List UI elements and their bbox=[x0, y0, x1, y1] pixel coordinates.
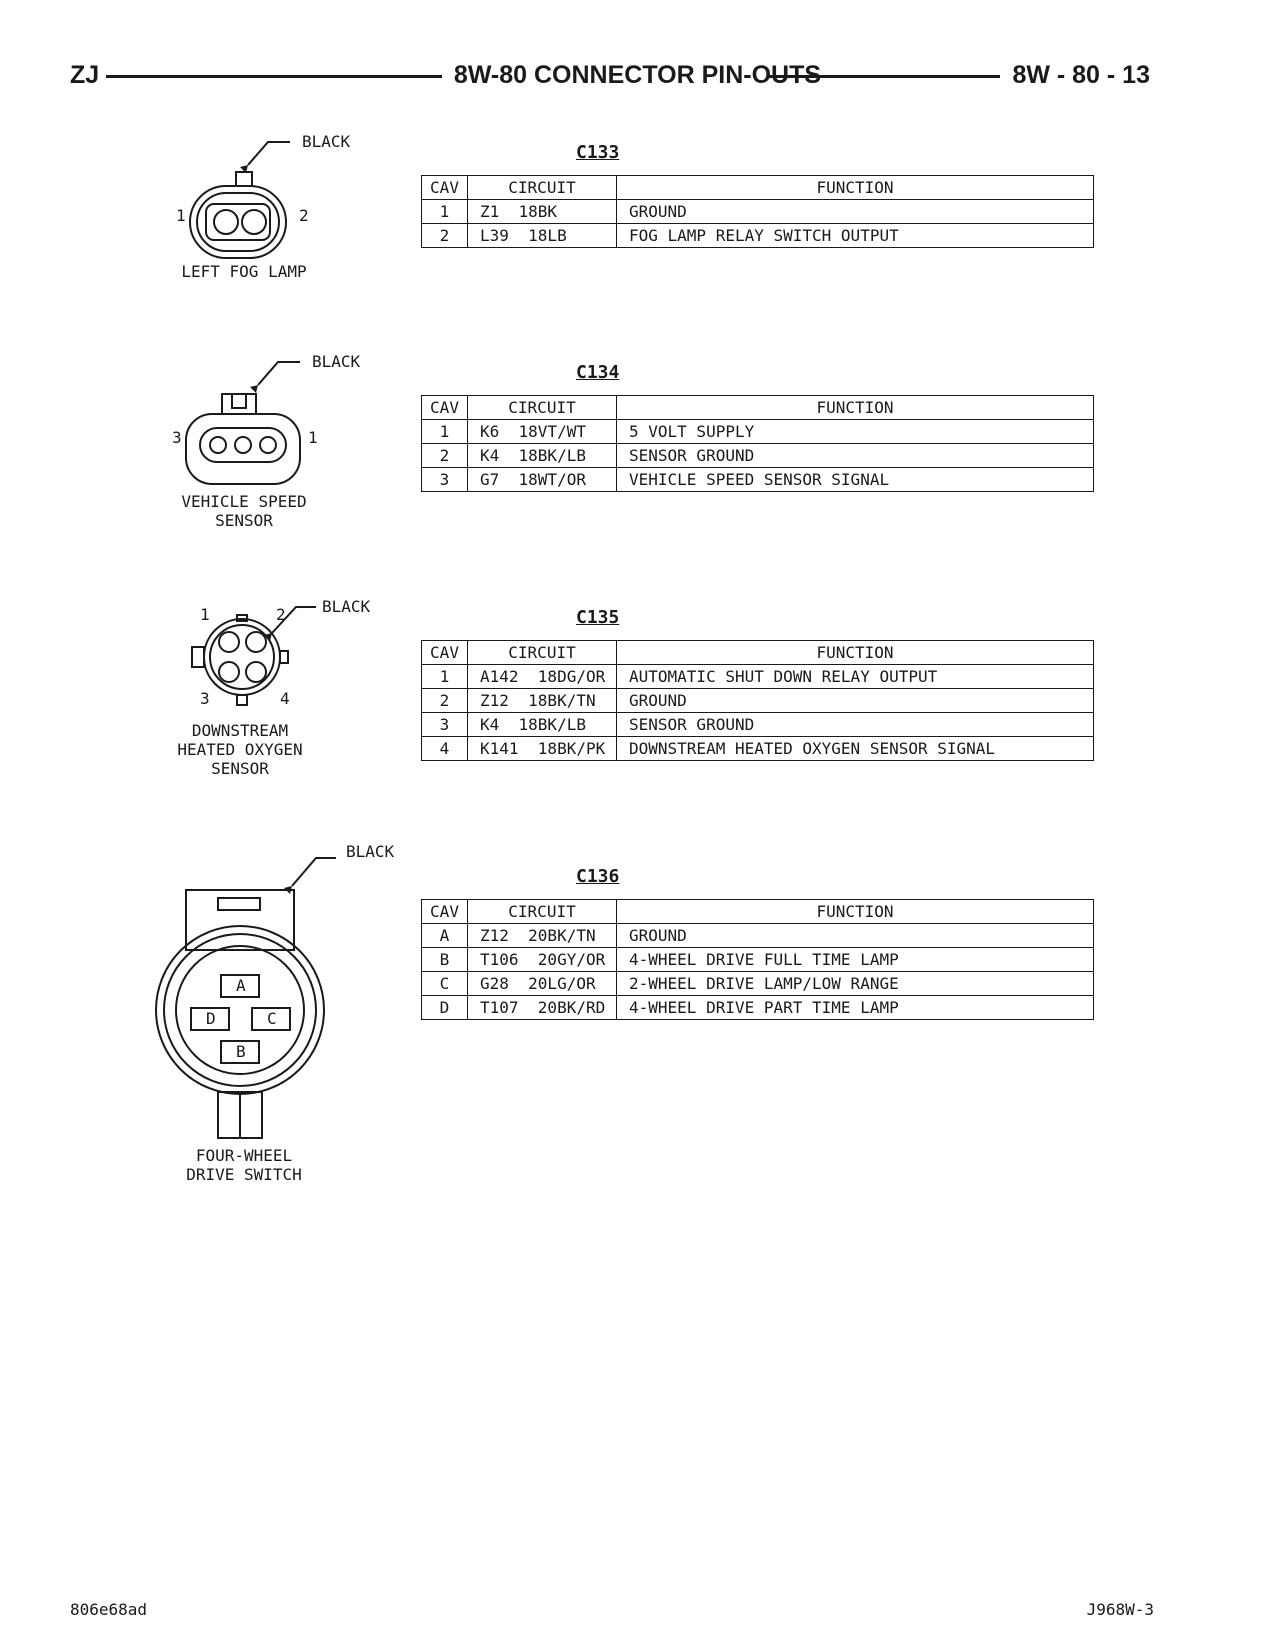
circuit-cell: K4 18BK/LB bbox=[468, 713, 617, 737]
function-cell: GROUND bbox=[617, 689, 1094, 713]
circuit-cell: L39 18LB bbox=[468, 224, 617, 248]
circuit-cell: G7 18WT/OR bbox=[468, 468, 617, 492]
column-header-cav: CAV bbox=[422, 641, 468, 665]
pin-label: 1 bbox=[200, 605, 210, 624]
column-header-circuit: CIRCUIT bbox=[468, 900, 617, 924]
table-row bbox=[422, 200, 1094, 224]
function-cell: 4-WHEEL DRIVE PART TIME LAMP bbox=[617, 996, 1094, 1020]
connector-caption: VEHICLE SPEED SENSOR bbox=[181, 492, 307, 530]
cavity-cell: 2 bbox=[422, 689, 468, 713]
pin-label: 1 bbox=[176, 206, 186, 225]
function-cell: DOWNSTREAM HEATED OXYGEN SENSOR SIGNAL bbox=[617, 737, 1094, 761]
circuit-cell: K141 18BK/PK bbox=[468, 737, 617, 761]
table-row bbox=[422, 948, 1094, 972]
cavity-cell: B bbox=[422, 948, 468, 972]
connector-caption: FOUR-WHEEL DRIVE SWITCH bbox=[186, 1146, 302, 1184]
connector-color-label: BLACK bbox=[312, 352, 361, 371]
left-fog-lamp-connector-diagram bbox=[0, 130, 420, 310]
function-cell: GROUND bbox=[617, 924, 1094, 948]
function-cell: AUTOMATIC SHUT DOWN RELAY OUTPUT bbox=[617, 665, 1094, 689]
cavity-cell: A bbox=[422, 924, 468, 948]
connector-section-c135 bbox=[0, 595, 1275, 805]
pin-label: A bbox=[236, 976, 246, 995]
pin-label: 2 bbox=[276, 605, 286, 624]
column-header-function: FUNCTION bbox=[617, 176, 1094, 200]
connector-section-c134 bbox=[0, 350, 1275, 550]
table-header-row bbox=[422, 176, 1094, 200]
circuit-cell: T107 20BK/RD bbox=[468, 996, 617, 1020]
pin-label: B bbox=[236, 1042, 246, 1061]
connector-id: C134 bbox=[576, 362, 620, 383]
table-row bbox=[422, 972, 1094, 996]
page-header bbox=[0, 0, 1275, 120]
function-cell: FOG LAMP RELAY SWITCH OUTPUT bbox=[617, 224, 1094, 248]
circuit-cell: T106 20GY/OR bbox=[468, 948, 617, 972]
column-header-cav: CAV bbox=[422, 900, 468, 924]
cavity-cell: C bbox=[422, 972, 468, 996]
table-row bbox=[422, 420, 1094, 444]
pin-label: C bbox=[267, 1009, 277, 1028]
connector-color-label: BLACK bbox=[346, 842, 395, 861]
figure-reference: J968W-3 bbox=[1086, 1600, 1154, 1619]
table-header-row bbox=[422, 396, 1094, 420]
connector-id: C135 bbox=[576, 607, 620, 628]
column-header-function: FUNCTION bbox=[617, 900, 1094, 924]
circuit-cell: G28 20LG/OR bbox=[468, 972, 617, 996]
pin-label: 1 bbox=[308, 428, 318, 447]
connector-section-c133 bbox=[0, 130, 1275, 310]
function-cell: 4-WHEEL DRIVE FULL TIME LAMP bbox=[617, 948, 1094, 972]
pin-label: 2 bbox=[299, 206, 309, 225]
circuit-cell: Z12 18BK/TN bbox=[468, 689, 617, 713]
pin-label: 4 bbox=[280, 689, 290, 708]
circuit-cell: K4 18BK/LB bbox=[468, 444, 617, 468]
table-row bbox=[422, 468, 1094, 492]
circuit-cell: A142 18DG/OR bbox=[468, 665, 617, 689]
pin-label: 3 bbox=[200, 689, 210, 708]
table-row bbox=[422, 737, 1094, 761]
pinout-table-c135 bbox=[421, 640, 1094, 761]
cavity-cell: 4 bbox=[422, 737, 468, 761]
column-header-cav: CAV bbox=[422, 176, 468, 200]
page-title: 8W-80 CONNECTOR PIN-OUTS bbox=[453, 61, 822, 89]
table-row bbox=[422, 224, 1094, 248]
connector-section-c136 bbox=[0, 842, 1275, 1210]
table-row bbox=[422, 689, 1094, 713]
pin-label: D bbox=[206, 1009, 216, 1028]
table-row bbox=[422, 996, 1094, 1020]
column-header-circuit: CIRCUIT bbox=[468, 641, 617, 665]
page-number: 8W - 80 - 13 bbox=[1012, 61, 1150, 89]
column-header-circuit: CIRCUIT bbox=[468, 176, 617, 200]
connector-caption: DOWNSTREAM HEATED OXYGEN SENSOR bbox=[177, 721, 303, 778]
cavity-cell: 1 bbox=[422, 420, 468, 444]
cavity-cell: 1 bbox=[422, 665, 468, 689]
connector-id: C133 bbox=[576, 142, 620, 163]
circuit-cell: K6 18VT/WT bbox=[468, 420, 617, 444]
column-header-cav: CAV bbox=[422, 396, 468, 420]
table-row bbox=[422, 924, 1094, 948]
function-cell: VEHICLE SPEED SENSOR SIGNAL bbox=[617, 468, 1094, 492]
cavity-cell: 1 bbox=[422, 200, 468, 224]
pinout-table-c134 bbox=[421, 395, 1094, 492]
function-cell: GROUND bbox=[617, 200, 1094, 224]
cavity-cell: 2 bbox=[422, 224, 468, 248]
pinout-table-c136 bbox=[421, 899, 1094, 1020]
function-cell: SENSOR GROUND bbox=[617, 444, 1094, 468]
function-cell: 2-WHEEL DRIVE LAMP/LOW RANGE bbox=[617, 972, 1094, 996]
connector-id: C136 bbox=[576, 866, 620, 887]
pinout-table-c133 bbox=[421, 175, 1094, 248]
connector-color-label: BLACK bbox=[322, 597, 371, 616]
column-header-function: FUNCTION bbox=[617, 641, 1094, 665]
circuit-cell: Z12 20BK/TN bbox=[468, 924, 617, 948]
function-cell: SENSOR GROUND bbox=[617, 713, 1094, 737]
column-header-circuit: CIRCUIT bbox=[468, 396, 617, 420]
table-header-row bbox=[422, 641, 1094, 665]
cavity-cell: 3 bbox=[422, 468, 468, 492]
vehicle-code: ZJ bbox=[70, 61, 100, 89]
connector-color-label: BLACK bbox=[302, 132, 351, 151]
table-row bbox=[422, 665, 1094, 689]
column-header-function: FUNCTION bbox=[617, 396, 1094, 420]
cavity-cell: 3 bbox=[422, 713, 468, 737]
table-row bbox=[422, 713, 1094, 737]
function-cell: 5 VOLT SUPPLY bbox=[617, 420, 1094, 444]
circuit-cell: Z1 18BK bbox=[468, 200, 617, 224]
document-hash: 806e68ad bbox=[70, 1600, 148, 1619]
connector-caption: LEFT FOG LAMP bbox=[181, 262, 307, 281]
pin-label: 3 bbox=[172, 428, 182, 447]
cavity-cell: D bbox=[422, 996, 468, 1020]
table-row bbox=[422, 444, 1094, 468]
cavity-cell: 2 bbox=[422, 444, 468, 468]
table-header-row bbox=[422, 900, 1094, 924]
